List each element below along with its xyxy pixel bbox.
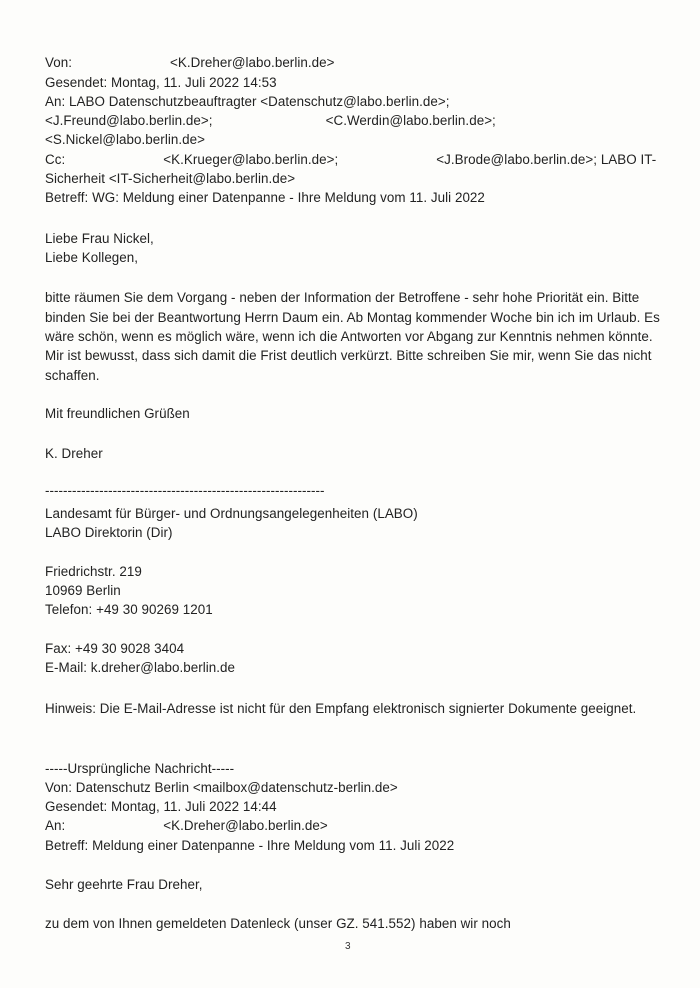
header-to-3: <S.Nickel@labo.berlin.de>: [45, 132, 205, 147]
salutation-1: Liebe Frau Nickel,: [45, 231, 154, 246]
header-to-2: <J.Freund@labo.berlin.de>; <C.Werdin@labo.berlin.de>;: [45, 113, 496, 128]
header-sent: Gesendet: Montag, 11. Juli 2022 14:53: [45, 75, 277, 90]
original-subject: Betreff: Meldung einer Datenpanne - Ihre Meldung vom 11. Juli 2022: [45, 838, 455, 853]
header-subject: Betreff: WG: Meldung einer Datenpanne - Ihre Meldung vom 11. Juli 2022: [45, 190, 485, 205]
signature-org: Landesamt für Bürger- und Ordnungsangelegenheiten (LABO): [45, 506, 418, 521]
header-cc-2: Sicherheit <IT-Sicherheit@labo.berlin.de>: [45, 171, 296, 186]
body-line-4: Mir ist bewusst, dass sich damit die Frist deutlich verkürzt. Bitte schreiben Sie mir, wenn Sie das nicht: [45, 348, 652, 363]
signature-separator: --------------------------------------------------------------: [45, 483, 325, 498]
sender-name: K. Dreher: [45, 446, 103, 461]
header-to-1: An: LABO Datenschutzbeauftragter <Datenschutz@labo.berlin.de>;: [45, 94, 450, 109]
closing: Mit freundlichen Grüßen: [45, 406, 190, 421]
salutation-2: Liebe Kollegen,: [45, 250, 139, 265]
signature-email: E-Mail: k.dreher@labo.berlin.de: [45, 660, 236, 675]
original-text-1: zu dem von Ihnen gemeldeten Datenleck (unser GZ. 541.552) haben wir noch: [45, 916, 511, 931]
original-marker: -----Ursprüngliche Nachricht-----: [45, 761, 235, 776]
body-line-2: binden Sie bei der Beantwortung Herrn Daum ein. Ab Montag kommender Woche bin ich im Urlaub. Es: [45, 310, 660, 325]
header-from: Von: <K.Dreher@labo.berlin.de>: [45, 55, 335, 70]
original-sent: Gesendet: Montag, 11. Juli 2022 14:44: [45, 799, 277, 814]
body-line-3: wäre schön, wenn es möglich wäre, wenn ich die Antworten vor Abgang zur Kenntnis nehmen könnte.: [45, 329, 653, 344]
signature-hint: Hinweis: Die E-Mail-Adresse ist nicht für den Empfang elektronisch signierter Dokumente geeignet.: [45, 701, 637, 716]
header-cc-1: Cc: <K.Krueger@labo.berlin.de>; <J.Brode@labo.berlin.de>; LABO IT-: [45, 152, 657, 167]
signature-fax: Fax: +49 30 9028 3404: [45, 641, 185, 656]
original-to: An: <K.Dreher@labo.berlin.de>: [45, 818, 328, 833]
body-line-1: bitte räumen Sie dem Vorgang - neben der Information der Betroffene - sehr hohe Priorität ein. Bitte: [45, 290, 640, 305]
signature-street: Friedrichstr. 219: [45, 564, 142, 579]
signature-phone: Telefon: +49 30 90269 1201: [45, 602, 213, 617]
body-line-5: schaffen.: [45, 368, 100, 383]
page-number: 3: [345, 941, 351, 952]
original-from: Von: Datenschutz Berlin <mailbox@datenschutz-berlin.de>: [45, 780, 398, 795]
original-salutation: Sehr geehrte Frau Dreher,: [45, 877, 203, 892]
signature-role: LABO Direktorin (Dir): [45, 525, 173, 540]
signature-city: 10969 Berlin: [45, 583, 121, 598]
